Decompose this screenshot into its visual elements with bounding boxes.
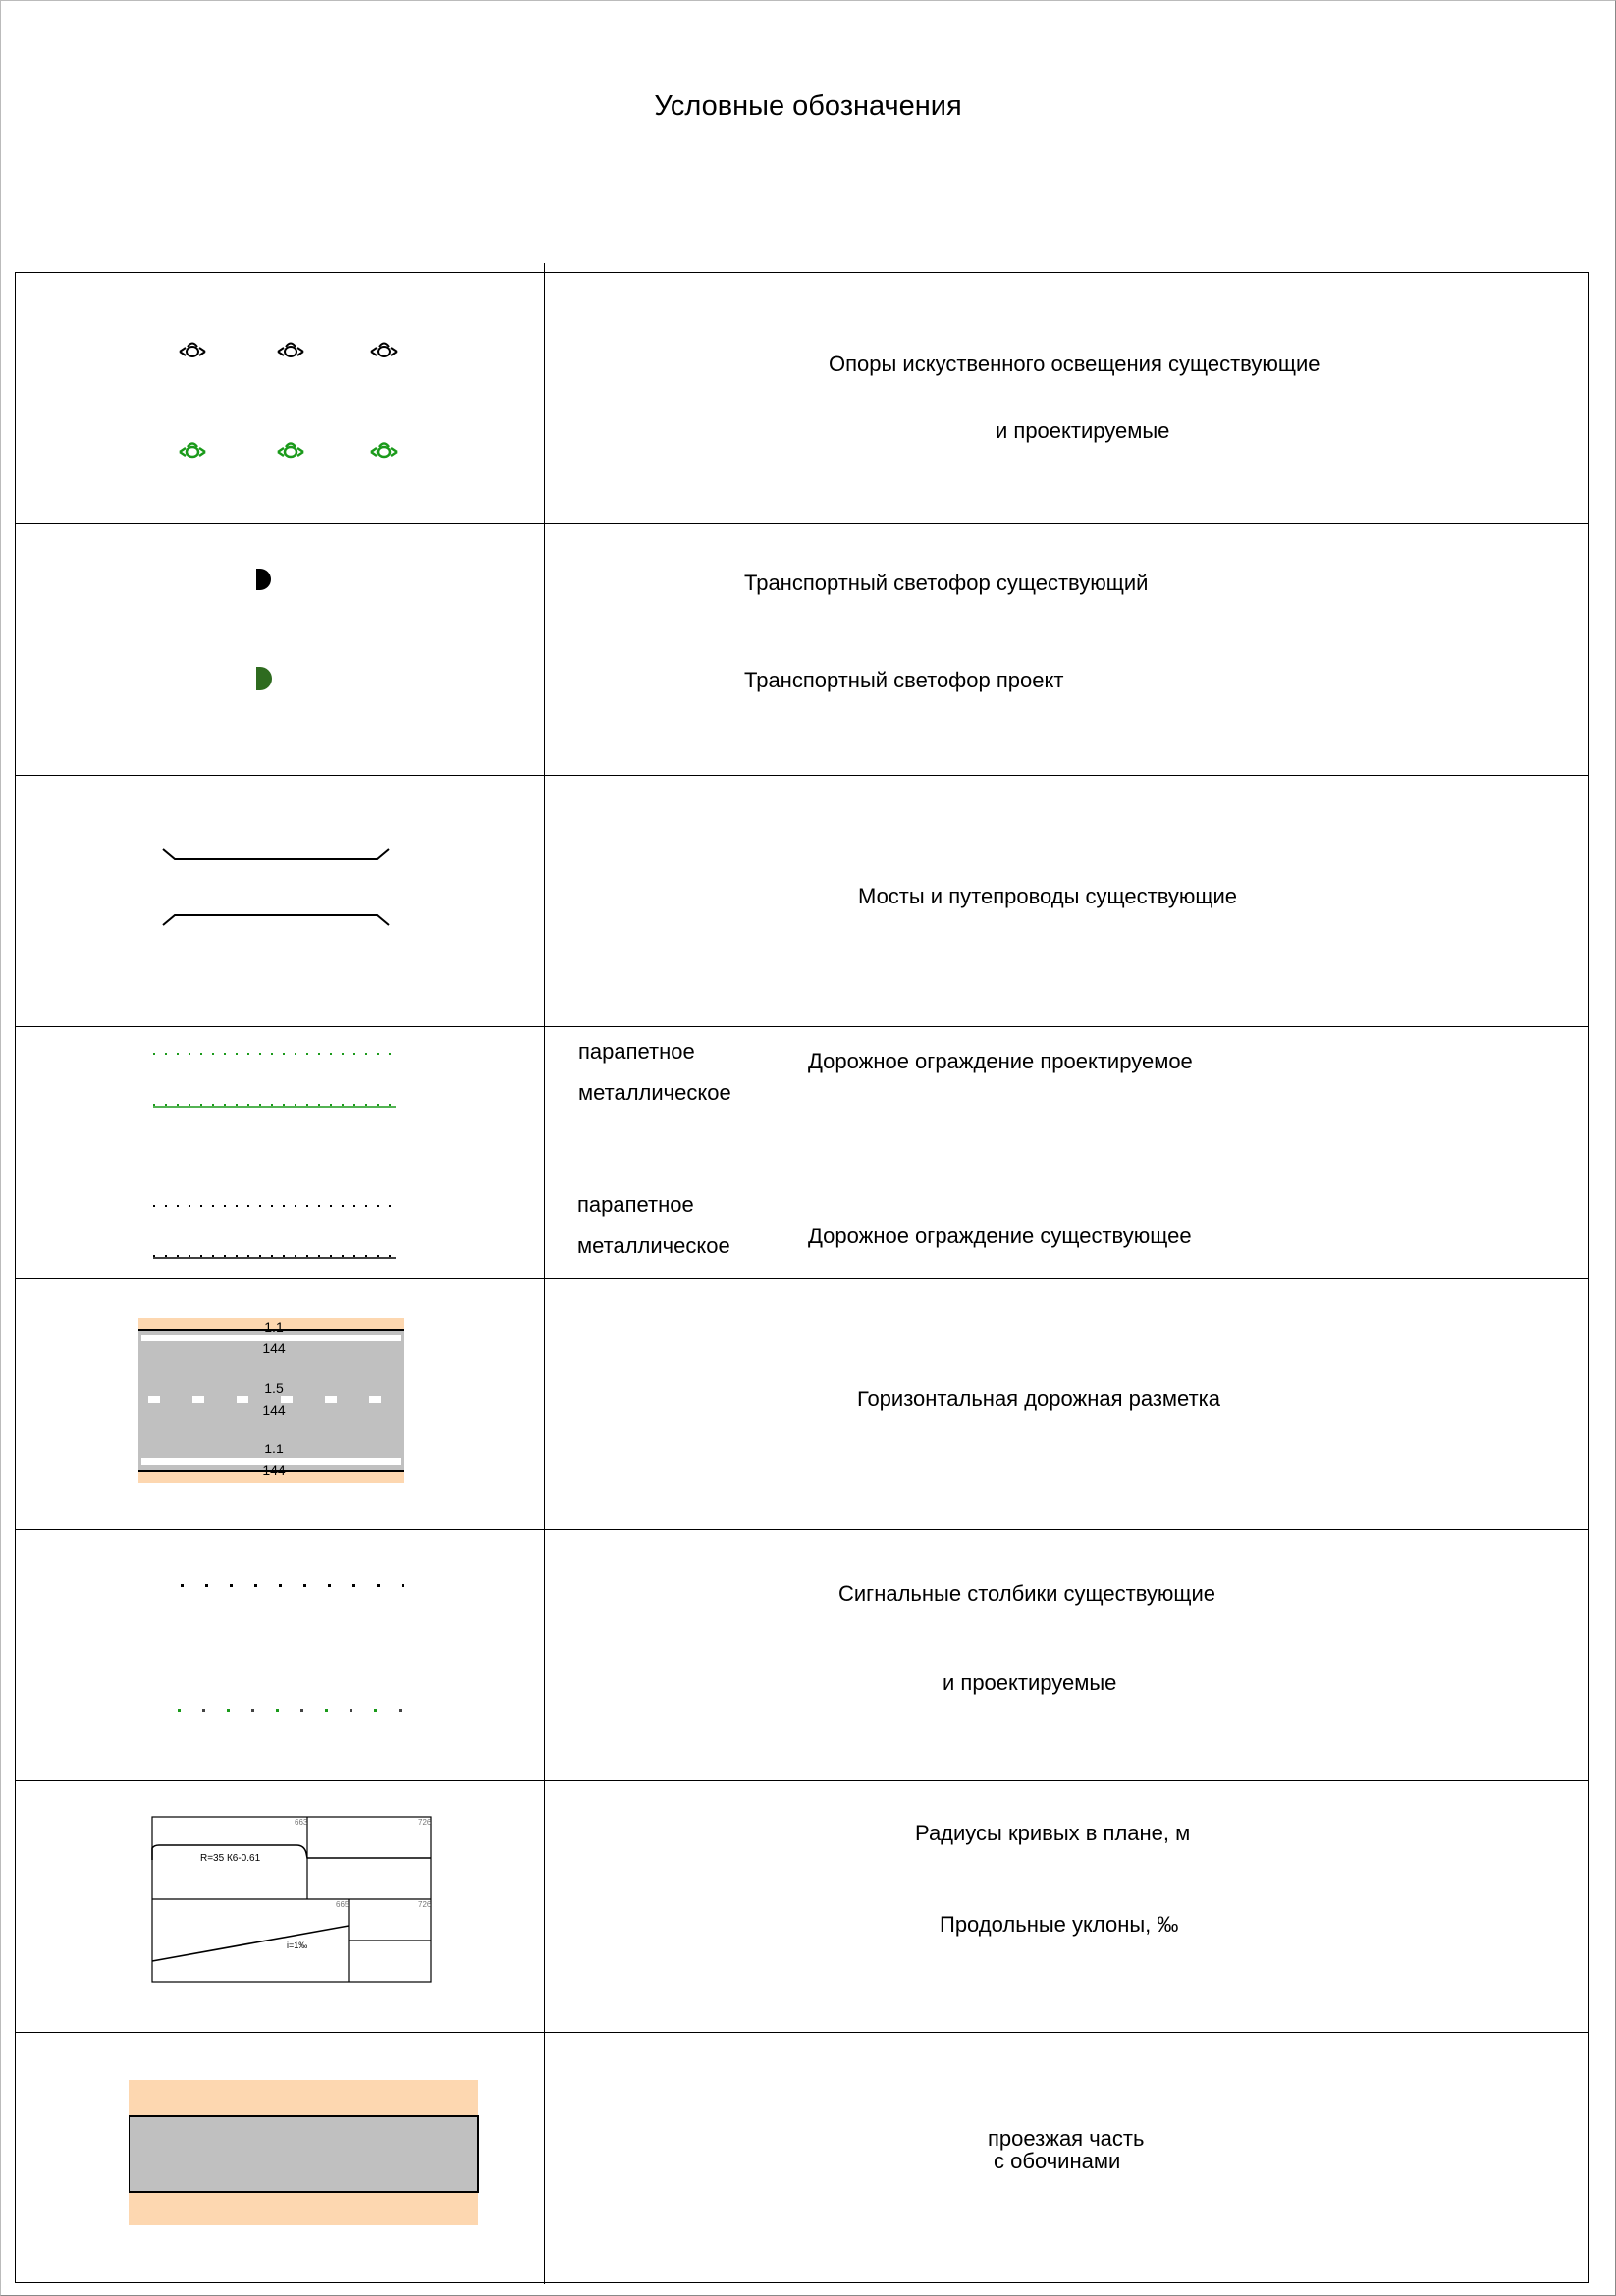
road-marking-label: Горизонтальная дорожная разметка	[857, 1387, 1220, 1411]
profile-num-b: 726	[418, 1818, 432, 1827]
marking-mid-number: 144	[262, 1402, 286, 1418]
signal-post-icons	[163, 1574, 418, 1712]
legend-row-profile	[16, 1781, 1588, 2033]
guardrail-metal-existing-icon	[153, 1256, 396, 1258]
marking-bot-number: 144	[262, 1462, 286, 1478]
lighting-label-line1: Опоры искуственного освещения существующие	[829, 352, 1320, 376]
legend-table	[15, 272, 1589, 2283]
carriageway-icon	[129, 2080, 482, 2227]
lighting-pole-projected-icon	[180, 444, 397, 458]
guardrail-exist-metal-label: металлическое	[577, 1233, 730, 1258]
profile-num-d: 726	[418, 1900, 432, 1909]
marking-bot-code: 1.1	[264, 1441, 284, 1456]
lighting-pole-icons	[163, 332, 458, 469]
traffic-light-existing-icon	[256, 569, 271, 590]
guardrail-existing-label: Дорожное ограждение существующее	[808, 1224, 1192, 1248]
legend-row-traffic-lights	[16, 524, 1588, 776]
guardrail-projected-label: Дорожное ограждение проектируемое	[808, 1049, 1193, 1073]
guardrail-proj-parapet-label: парапетное	[578, 1039, 695, 1064]
slope-label: Продольные уклоны, ‰	[940, 1912, 1179, 1937]
profile-curve-text: R=35 К6-0.61	[200, 1853, 261, 1864]
legend-row-signal-posts	[16, 1530, 1588, 1781]
signal-post-existing-icon	[181, 1584, 404, 1587]
signal-posts-label-line1: Сигнальные столбики существующие	[838, 1581, 1216, 1606]
guardrail-icons	[148, 1042, 404, 1268]
traffic-light-existing-label: Транспортный светофор существующий	[744, 571, 1149, 595]
legend-row-bridges	[16, 776, 1588, 1027]
guardrail-metal-projected-icon	[153, 1105, 396, 1107]
profile-num-a: 663	[295, 1818, 308, 1827]
bridge-icon	[158, 845, 394, 933]
signal-posts-label-line2: и проектируемые	[943, 1670, 1117, 1695]
lighting-label-line2: и проектируемые	[996, 418, 1170, 443]
marking-top-code: 1.1	[264, 1319, 284, 1335]
legend-row-carriageway	[16, 2033, 1588, 2284]
page-title: Условные обозначения	[654, 90, 962, 122]
traffic-light-icons	[251, 569, 291, 706]
signal-post-projected-icon	[178, 1709, 402, 1712]
profile-table-icon	[151, 1816, 436, 1985]
marking-mid-code: 1.5	[264, 1380, 284, 1395]
carriageway-label-line1: проезжая часть	[988, 2126, 1145, 2151]
guardrail-proj-metal-label: металлическое	[578, 1080, 731, 1105]
traffic-light-project-icon	[256, 667, 272, 690]
profile-num-c: 665	[336, 1900, 350, 1909]
guardrail-exist-parapet-label: парапетное	[577, 1192, 694, 1217]
bridges-label: Мосты и путепроводы существующие	[858, 884, 1238, 908]
carriageway-label-line2: с обочинами	[994, 2149, 1121, 2173]
marking-top-number: 144	[262, 1340, 286, 1356]
legend-row-guardrails	[16, 1027, 1588, 1279]
legend-row-lighting	[16, 273, 1588, 524]
lighting-pole-existing-icon	[180, 344, 397, 357]
traffic-light-project-label: Транспортный светофор проект	[744, 668, 1064, 692]
legend-row-road-marking	[16, 1279, 1588, 1530]
radius-label: Радиусы кривых в плане, м	[915, 1821, 1191, 1845]
profile-slope-text: i=1‰	[287, 1941, 308, 1950]
road-marking-icon	[138, 1318, 404, 1485]
